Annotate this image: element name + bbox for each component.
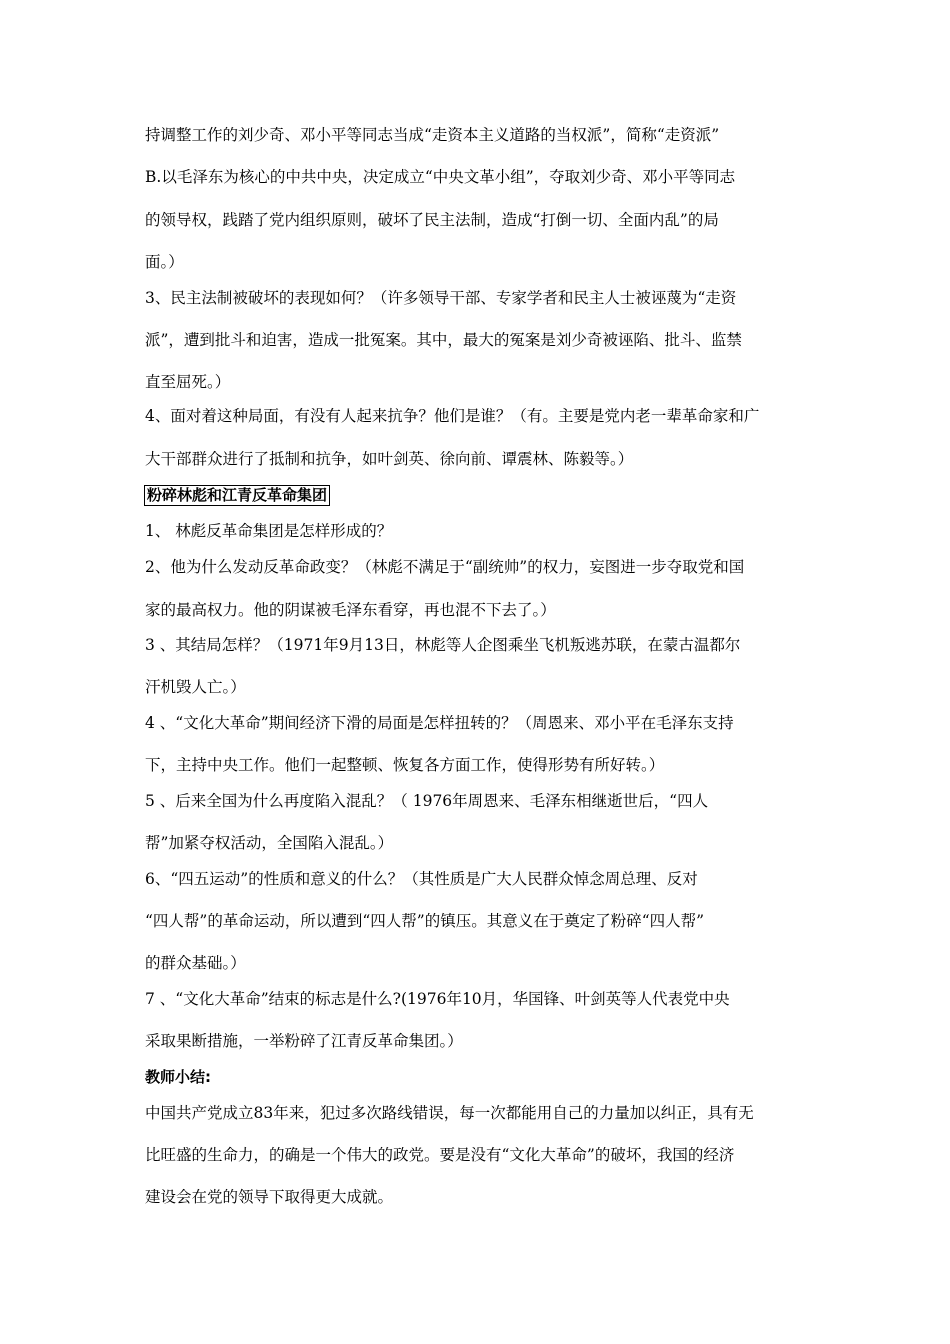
text-line: 4、面对着这种局面，有没有人起来抗争？他们是谁？（有。主要是党内老一辈革命家和广 [145,407,760,425]
list-item: 的群众基础。） [145,954,246,972]
list-item: “四人帮”的革命运动，所以遭到“四人帮”的镇压。其意义在于奠定了粉碎“四人帮” [145,912,705,930]
text-line: 3、民主法制被破坏的表现如何？（许多领导干部、专家学者和民主人士被诬蔑为“走资 [145,289,737,307]
list-item: 2、他为什么发动反革命政变？（林彪不满足于“副统帅”的权力，妄图进一步夺取党和国 [145,558,745,576]
list-item: 1、 林彪反革命集团是怎样形成的？ [145,522,393,540]
text-line: 大干部群众进行了抵制和抗争，如叶剑英、徐向前、谭震林、陈毅等。） [145,450,634,468]
list-item: 帮”加紧夺权活动，全国陷入混乱。） [145,834,394,852]
summary-line: 比旺盛的生命力，的确是一个伟大的政党。要是没有“文化大革命”的破坏，我国的经济 [145,1146,735,1164]
section-heading: 粉碎林彪和江青反革命集团 [144,485,330,506]
list-item: 采取果断措施，一举粉碎了江青反革命集团。） [145,1032,463,1050]
summary-line: 建设会在党的领导下取得更大成就。 [145,1188,394,1206]
text-line: 直至屈死。） [145,373,231,391]
summary-title: 教师小结: [145,1068,211,1086]
list-item: 3 、其结局怎样？（1971年9月13日，林彪等人企图乘坐飞机叛逃苏联，在蒙古温都尔 [145,636,741,654]
list-item: 7 、“文化大革命”结束的标志是什么?(1976年10月，华国锋、叶剑英等人代表党中央 [145,990,730,1008]
list-item: 5 、后来全国为什么再度陷入混乱？（ 1976年周恩来、毛泽东相继逝世后，“四人 [145,792,709,810]
list-item: 家的最高权力。他的阴谋被毛泽东看穿，再也混不下去了。） [145,601,556,619]
text-line: 面。） [145,253,184,271]
list-item: 6、“四五运动”的性质和意义的什么？（其性质是广大人民群众悼念周总理、反对 [145,870,698,888]
text-line: 持调整工作的刘少奇、邓小平等同志当成“走资本主义道路的当权派”，简称“走资派” [145,126,720,144]
text-line: 的领导权，践踏了党内组织原则，破坏了民主法制，造成“打倒一切、全面内乱”的局 [145,211,719,229]
list-item: 汗机毁人亡。） [145,678,246,696]
summary-line: 中国共产党成立83年来，犯过多次路线错误，每一次都能用自己的力量加以纠正，具有无 [145,1104,754,1122]
list-item: 4 、“文化大革命”期间经济下滑的局面是怎样扭转的？（周恩来、邓小平在毛泽东支持 [145,714,734,732]
list-item: 下，主持中央工作。他们一起整顿、恢复各方面工作，使得形势有所好转。） [145,756,665,774]
text-line: 派”，遭到批斗和迫害，造成一批冤案。其中，最大的冤案是刘少奇被诬陷、批斗、监禁 [145,331,742,349]
text-line: B.以毛泽东为核心的中共中央，决定成立“中央文革小组”，夺取刘少奇、邓小平等同志 [145,168,736,186]
